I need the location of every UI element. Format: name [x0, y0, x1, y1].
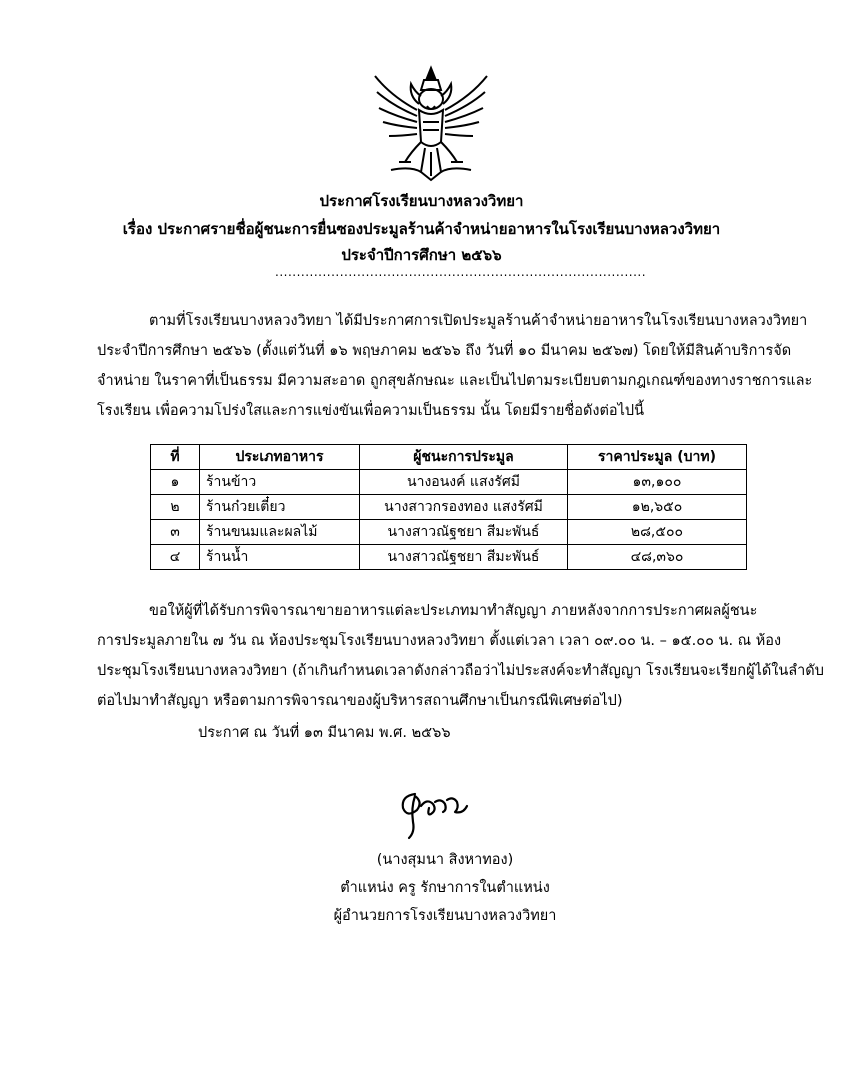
- table-row: [151, 545, 747, 570]
- announcement-title: ประกาศโรงเรียนบางหลวงวิทยา: [319, 192, 524, 210]
- signatory-name: (นางสุมนา สิงหาทอง): [376, 852, 514, 868]
- intro-line: ประจำปีการศึกษา ๒๕๖๖ (ตั้งแต่วันที่ ๑๖ พฤษภาคม ๒๕๖๖ ถึง วันที่ ๑๐ มีนาคม ๒๕๖๗) โดยให้มีสินค้าบริการจัด: [97, 343, 792, 359]
- row-no: ๓: [151, 520, 200, 545]
- row-price: ๔๘,๓๖๐: [568, 545, 747, 570]
- header-price: ราคาประมูล (บาท): [568, 445, 747, 470]
- garuda-emblem-icon: [371, 66, 491, 182]
- table-header-row: [151, 445, 747, 470]
- signatory-position: ตำแหน่ง ครู รักษาการในตำแหน่ง: [340, 880, 550, 896]
- notice-line: ประชุมโรงเรียนบางหลวงวิทยา (ถ้าเกินกำหนดเวลาดังกล่าวถือว่าไม่ประสงค์จะทำสัญญา โรงเรียนจะเรียกผู้ได้ในลำดับ: [97, 663, 824, 679]
- row-winner: นางอนงค์ แสงรัศมี: [360, 470, 568, 495]
- header-no: ที่: [151, 445, 200, 470]
- dotted-divider: ......................................................................................: [275, 265, 647, 279]
- handwritten-signature: [393, 784, 473, 840]
- table-row: [151, 495, 747, 520]
- winners-table: [150, 444, 747, 570]
- row-winner: นางสาวณัฐชยา สีมะพันธ์: [360, 545, 568, 570]
- row-price: ๑๒,๖๕๐: [568, 495, 747, 520]
- intro-line: ตามที่โรงเรียนบางหลวงวิทยา ได้มีประกาศการเปิดประมูลร้านค้าจำหน่ายอาหารในโรงเรียนบางหลวงวิทยา: [149, 313, 808, 329]
- row-food-type: ร้านขนมและผลไม้: [200, 520, 360, 545]
- notice-paragraph: [97, 596, 824, 716]
- intro-line: จำหน่าย ในราคาที่เป็นธรรม มีความสะอาด ถูกสุขลักษณะ และเป็นไปตามระเบียบตามกฎเกณฑ์ของทางราชการและ: [97, 373, 813, 389]
- row-food-type: ร้านข้าว: [200, 470, 360, 495]
- row-winner: นางสาวณัฐชยา สีมะพันธ์: [360, 520, 568, 545]
- notice-line: ขอให้ผู้ที่ได้รับการพิจารณาขายอาหารแต่ละประเภทมาทำสัญญา ภายหลังจากการประกาศผลผู้ชนะ: [149, 603, 758, 619]
- academic-year: ประจำปีการศึกษา ๒๕๖๖: [341, 246, 502, 264]
- row-food-type: ร้านน้ำ: [200, 545, 360, 570]
- table-row: [151, 520, 747, 545]
- row-no: ๔: [151, 545, 200, 570]
- announcement-date: ประกาศ ณ วันที่ ๑๓ มีนาคม พ.ศ. ๒๕๖๖: [198, 725, 451, 741]
- intro-paragraph: [97, 306, 813, 426]
- intro-line: โรงเรียน เพื่อความโปร่งใสและการแข่งขันเพื่อความเป็นธรรม นั้น โดยมีรายชื่อดังต่อไปนี้: [97, 403, 644, 419]
- header-food-type: ประเภทอาหาร: [200, 445, 360, 470]
- row-winner: นางสาวกรองทอง แสงรัศมี: [360, 495, 568, 520]
- row-no: ๑: [151, 470, 200, 495]
- signatory-title: ผู้อำนวยการโรงเรียนบางหลวงวิทยา: [333, 908, 557, 924]
- row-no: ๒: [151, 495, 200, 520]
- row-price: ๒๘,๕๐๐: [568, 520, 747, 545]
- announcement-subject: เรื่อง ประกาศรายชื่อผู้ชนะการยื่นซองประมูลร้านค้าจำหน่ายอาหารในโรงเรียนบางหลวงวิทยา: [122, 220, 721, 238]
- notice-line: การประมูลภายใน ๗ วัน ณ ห้องประชุมโรงเรียนบางหลวงวิทยา ตั้งแต่เวลา เวลา ๐๙.๐๐ น. – ๑๕.๐๐ น. ณ ห้อง: [97, 633, 782, 649]
- table-row: [151, 470, 747, 495]
- row-price: ๑๓,๑๐๐: [568, 470, 747, 495]
- notice-line: ต่อไปมาทำสัญญา หรือตามการพิจารณาของผู้บริหารสถานศึกษาเป็นกรณีพิเศษต่อไป): [97, 693, 623, 709]
- header-winner: ผู้ชนะการประมูล: [360, 445, 568, 470]
- row-food-type: ร้านก๋วยเตี๋ยว: [200, 495, 360, 520]
